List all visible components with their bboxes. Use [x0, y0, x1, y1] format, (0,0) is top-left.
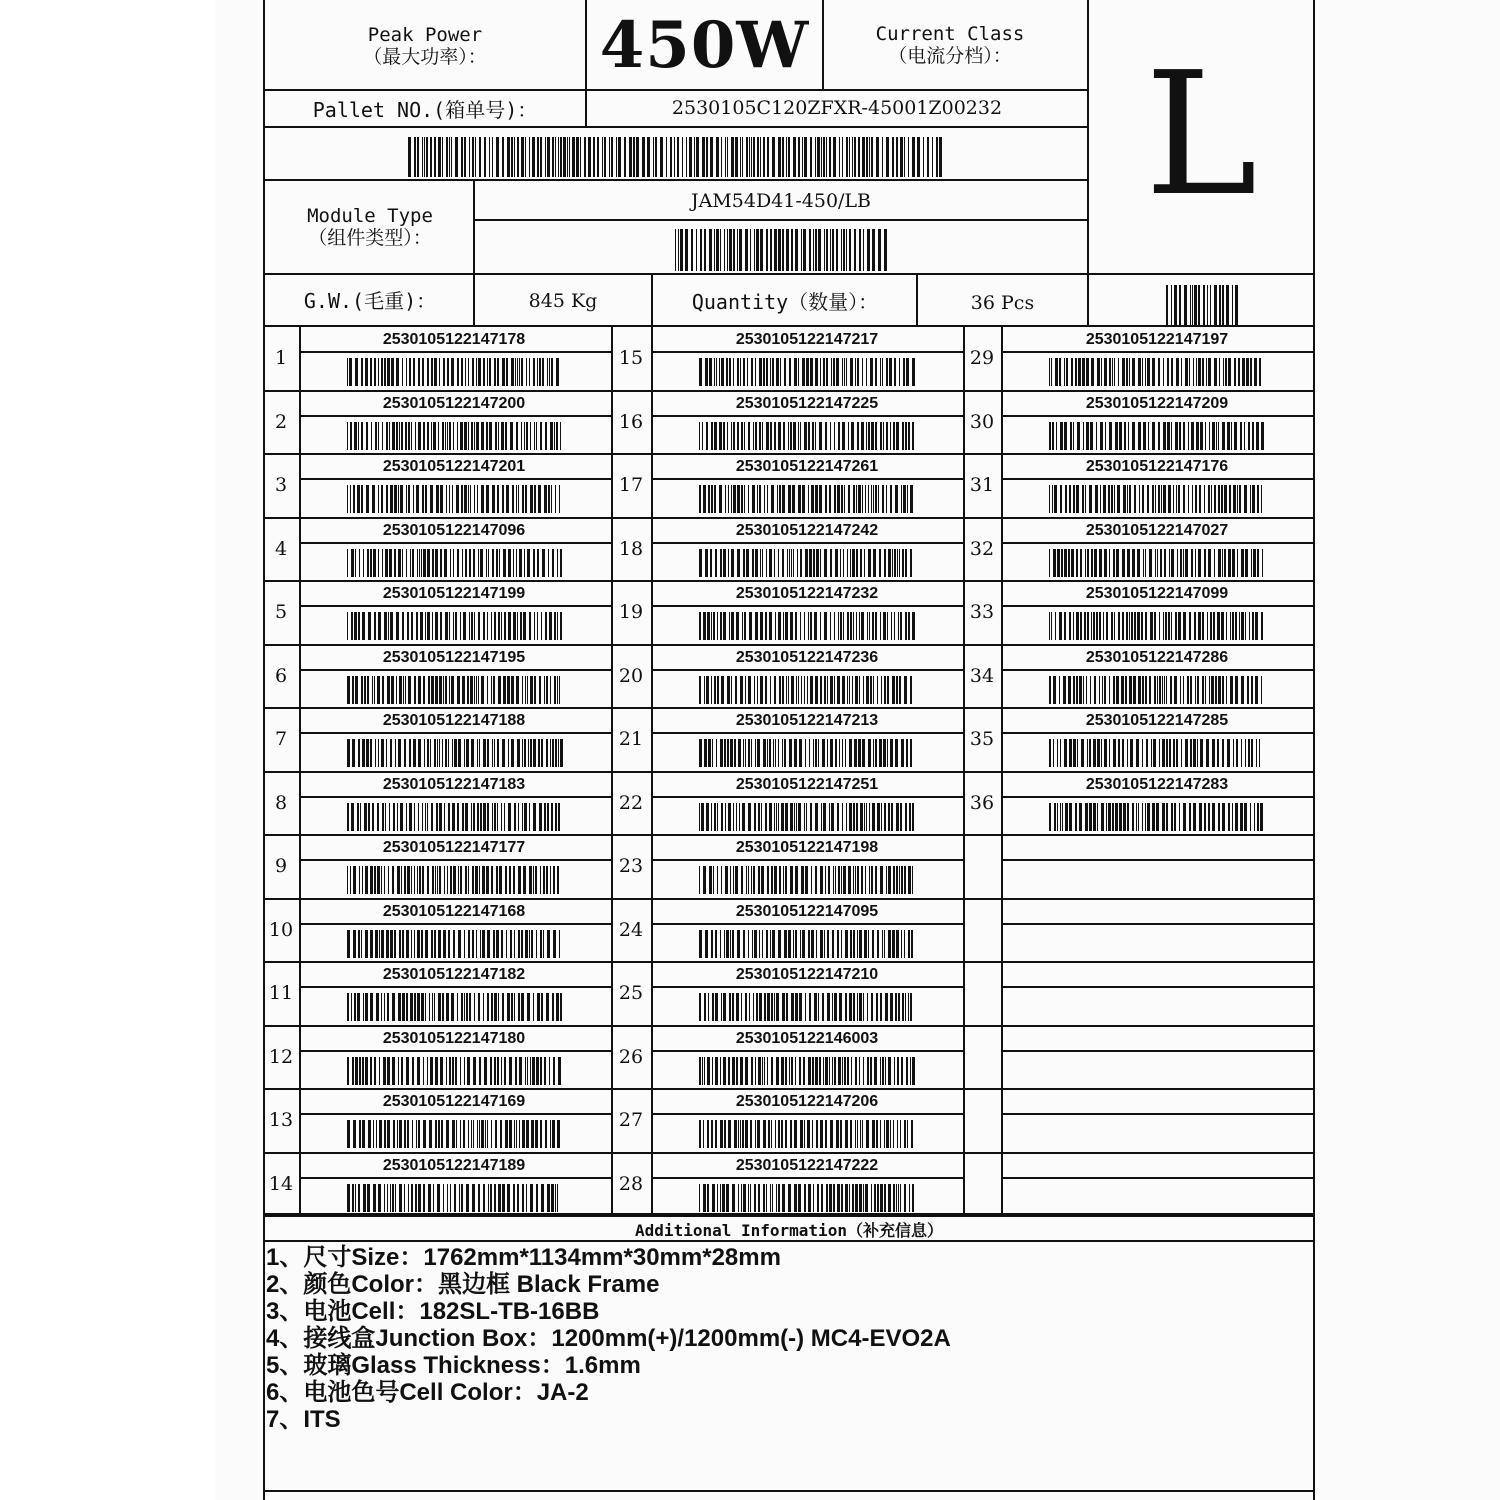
grid-line	[822, 0, 824, 90]
grid-line	[963, 1088, 1315, 1090]
module-barcode	[347, 1120, 563, 1148]
grid-line	[263, 771, 611, 773]
grid-line	[299, 986, 611, 988]
module-serial: 2530105122147188	[382, 712, 526, 729]
peak-power-label-cn: （最大功率）：	[363, 46, 487, 68]
module-serial: 2530105122147200	[382, 394, 526, 412]
module-serial: 2530105122147286	[1085, 648, 1229, 666]
grid-line	[299, 732, 611, 734]
grid-line	[963, 580, 1315, 582]
grid-line	[263, 325, 1315, 327]
grid-line	[651, 415, 965, 417]
module-serial: 2530105122147283	[1085, 775, 1229, 793]
grid-line	[963, 834, 1315, 836]
grid-line	[651, 986, 965, 988]
grid-line	[611, 453, 965, 455]
module-serial: 2530105122147201	[382, 458, 526, 475]
additional-info-list	[266, 1244, 1306, 1433]
grid-line	[651, 1113, 965, 1115]
grid-line	[299, 669, 611, 671]
module-barcode	[699, 930, 915, 958]
grid-line	[1087, 273, 1089, 327]
peak-power-value: 450W	[599, 8, 810, 83]
module-number: 19	[618, 601, 644, 623]
module-number: 28	[618, 1172, 644, 1195]
module-serial: 2530105122147209	[1085, 394, 1229, 412]
module-barcode	[1049, 358, 1265, 386]
grid-line	[299, 1113, 611, 1115]
info-line-glass: 5、玻璃Glass Thickness：1.6mm	[266, 1352, 641, 1379]
module-barcode	[699, 485, 915, 513]
grid-line	[963, 390, 1315, 392]
module-serial: 2530105122147232	[735, 585, 879, 602]
grid-line	[263, 898, 611, 900]
grid-line	[651, 923, 965, 925]
grid-line	[263, 126, 1089, 128]
module-serial: 2530105122147198	[735, 839, 879, 856]
pallet-label: Pallet NO.(箱单号)：	[312, 98, 538, 122]
module-number: 35	[969, 728, 995, 750]
grid-line	[263, 89, 1089, 91]
module-barcode	[347, 803, 563, 831]
module-serial: 2530105122147236	[735, 648, 879, 666]
module-number: 7	[274, 728, 288, 750]
info-line-its: 7、ITS	[266, 1406, 341, 1433]
module-barcode	[1049, 803, 1265, 831]
grid-line	[651, 859, 965, 861]
module-type-barcode	[675, 229, 887, 271]
module-serial: 2530105122147213	[735, 712, 879, 729]
grid-line	[611, 1088, 965, 1090]
grid-line	[263, 961, 611, 963]
grid-line	[651, 669, 965, 671]
grid-line	[473, 219, 1089, 221]
module-number: 5	[274, 601, 288, 623]
module-number: 8	[274, 791, 288, 814]
current-class-label-en: Current Class	[875, 23, 1025, 45]
module-barcode	[699, 993, 915, 1021]
pallet-number: 2530105C120ZFXR-45001Z00232	[671, 97, 1003, 119]
info-line-cell: 3、电池Cell：182SL-TB-16BB	[266, 1298, 600, 1325]
module-serial: 2530105122147261	[735, 458, 879, 475]
grid-line	[263, 390, 611, 392]
module-barcode	[347, 993, 563, 1021]
module-serial: 2530105122147177	[382, 839, 526, 856]
module-serial: 2530105122146003	[735, 1029, 879, 1047]
grid-line	[611, 961, 965, 963]
module-barcode	[699, 739, 915, 767]
grid-line	[263, 644, 611, 646]
module-number: 21	[618, 728, 644, 750]
module-number: 11	[268, 982, 294, 1004]
module-number: 6	[274, 664, 288, 687]
grid-line	[1001, 1177, 1315, 1179]
grid-line	[299, 923, 611, 925]
module-barcode	[699, 1120, 915, 1148]
grid-line	[1001, 1050, 1315, 1052]
grid-line	[963, 1152, 1315, 1154]
grid-line	[963, 898, 1315, 900]
grid-line	[651, 1050, 965, 1052]
grid-line	[611, 1215, 965, 1217]
module-number: 4	[274, 537, 288, 560]
grid-line	[263, 517, 611, 519]
module-number: 31	[969, 474, 995, 496]
module-serial: 2530105122147183	[382, 775, 526, 793]
module-number: 16	[618, 410, 644, 433]
module-barcode	[347, 930, 563, 958]
module-serial: 2530105122147195	[382, 648, 526, 666]
module-number: 20	[618, 664, 644, 687]
grid-line	[611, 707, 965, 709]
module-number: 15	[618, 347, 644, 369]
module-barcode	[347, 422, 563, 450]
grid-line	[299, 415, 611, 417]
module-barcode	[1049, 422, 1265, 450]
grid-line	[611, 644, 965, 646]
grid-line	[1001, 796, 1315, 798]
module-barcode	[347, 739, 563, 767]
grid-line	[963, 771, 1315, 773]
module-barcode	[347, 1184, 563, 1212]
frame-right-border	[1313, 0, 1315, 1500]
module-type-value: JAM54D41-450/LB	[690, 190, 872, 212]
grid-line	[1001, 1113, 1315, 1115]
grid-line	[1001, 669, 1315, 671]
module-barcode	[347, 866, 563, 894]
grid-line	[611, 580, 965, 582]
grid-line	[263, 1088, 611, 1090]
module-barcode	[1049, 549, 1265, 577]
grid-line	[299, 796, 611, 798]
grid-line	[651, 351, 965, 353]
grid-line	[611, 1025, 965, 1027]
module-number: 29	[969, 347, 995, 369]
grid-line	[299, 542, 611, 544]
module-number: 30	[969, 410, 995, 433]
quantity-barcode	[1166, 285, 1238, 325]
module-number: 1	[274, 347, 288, 369]
module-number: 34	[969, 664, 995, 687]
module-serial: 2530105122147096	[382, 521, 526, 539]
module-number: 36	[969, 791, 995, 814]
module-number: 14	[268, 1172, 294, 1195]
pallet-barcode	[408, 137, 946, 177]
grid-line	[263, 1152, 611, 1154]
module-number: 22	[618, 791, 644, 814]
grid-line	[263, 1213, 1315, 1215]
module-number: 32	[969, 537, 995, 560]
module-barcode	[699, 549, 915, 577]
module-serial: 2530105122147222	[735, 1156, 879, 1174]
grid-line	[651, 542, 965, 544]
grid-line	[263, 1025, 611, 1027]
grid-line	[651, 1177, 965, 1179]
grid-line	[611, 390, 965, 392]
quantity-label: Quantity（数量）：	[691, 290, 879, 314]
module-barcode	[1049, 612, 1265, 640]
module-number: 13	[268, 1109, 294, 1131]
grid-line	[299, 1177, 611, 1179]
grid-line	[963, 1025, 1315, 1027]
module-number: 33	[969, 601, 995, 623]
grid-line	[263, 453, 611, 455]
grid-line	[963, 1215, 1315, 1217]
module-barcode	[699, 358, 915, 386]
current-class-value: L	[1144, 36, 1258, 234]
module-number: 26	[618, 1045, 644, 1068]
grid-line	[299, 1050, 611, 1052]
module-number: 2	[274, 410, 288, 433]
grid-line	[1001, 415, 1315, 417]
grid-line	[1001, 351, 1315, 353]
module-serial: 2530105122147027	[1085, 521, 1229, 539]
quantity-value: 36 Pcs	[970, 292, 1035, 314]
grid-line	[1001, 542, 1315, 544]
grid-line	[1001, 986, 1315, 988]
info-line-cell-color: 6、电池色号Cell Color：JA-2	[266, 1379, 589, 1406]
module-number: 24	[618, 918, 644, 941]
current-class-label-cn: （电流分档）：	[888, 45, 1012, 67]
info-line-junction-box: 4、接线盒Junction Box：1200mm(+)/1200mm(-) MC4-EVO2A	[266, 1325, 951, 1352]
module-barcode	[347, 549, 563, 577]
frame-left-border	[263, 0, 265, 1500]
module-serial: 2530105122147182	[382, 966, 526, 983]
module-barcode	[347, 612, 563, 640]
grid-line	[611, 771, 965, 773]
grid-line	[1001, 732, 1315, 734]
grid-line	[263, 179, 1089, 181]
module-serial: 2530105122147176	[1085, 458, 1229, 475]
grid-line	[651, 273, 653, 327]
module-barcode	[699, 1184, 915, 1212]
grid-line	[263, 273, 1315, 275]
module-barcode	[1049, 485, 1265, 513]
module-serial: 2530105122147225	[735, 394, 879, 412]
module-serial: 2530105122147168	[382, 902, 526, 920]
grid-line	[1001, 923, 1315, 925]
module-number: 25	[618, 982, 644, 1004]
module-serial: 2530105122147242	[735, 521, 879, 539]
grid-line	[299, 351, 611, 353]
additional-info-title: Additional Information（补充信息）	[635, 1221, 943, 1240]
module-barcode	[699, 1057, 915, 1085]
module-barcode	[699, 803, 915, 831]
module-number: 23	[618, 855, 644, 877]
module-serial: 2530105122147217	[735, 331, 879, 348]
grid-line	[299, 605, 611, 607]
module-serial: 2530105122147206	[735, 1093, 879, 1110]
grid-line	[651, 605, 965, 607]
grid-line	[611, 517, 965, 519]
module-number: 12	[268, 1045, 294, 1068]
grid-line	[1001, 478, 1315, 480]
module-serial: 2530105122147180	[382, 1029, 526, 1047]
module-barcode	[347, 676, 563, 704]
module-barcode	[347, 1057, 563, 1085]
module-type-label-en: Module Type	[307, 205, 433, 227]
module-serial: 2530105122147251	[735, 775, 879, 793]
module-serial: 2530105122147099	[1085, 585, 1229, 602]
grid-line	[963, 517, 1315, 519]
grid-line	[611, 834, 965, 836]
module-barcode	[347, 358, 563, 386]
module-number: 17	[618, 474, 644, 496]
module-barcode	[699, 422, 915, 450]
grid-line	[651, 796, 965, 798]
module-number: 3	[274, 474, 288, 496]
grid-line	[299, 859, 611, 861]
module-barcode	[699, 866, 915, 894]
module-number: 10	[268, 918, 294, 941]
grid-line	[263, 1240, 1315, 1242]
module-number: 9	[274, 855, 288, 877]
module-serial: 2530105122147210	[735, 966, 879, 983]
info-line-color: 2、颜色Color：黑边框 Black Frame	[266, 1271, 660, 1298]
grid-line	[263, 1490, 1315, 1492]
grid-line	[1001, 859, 1315, 861]
module-serial: 2530105122147178	[382, 331, 526, 348]
grid-line	[263, 707, 611, 709]
module-serial: 2530105122147197	[1085, 331, 1229, 348]
gross-weight-label: G.W.(毛重)：	[303, 289, 437, 313]
grid-line	[1001, 605, 1315, 607]
grid-line	[963, 644, 1315, 646]
module-barcode	[699, 612, 915, 640]
grid-line	[611, 898, 965, 900]
grid-line	[963, 453, 1315, 455]
grid-line	[651, 478, 965, 480]
module-type-label-cn: （组件类型）：	[308, 227, 432, 249]
module-barcode	[1049, 676, 1265, 704]
grid-line	[611, 1152, 965, 1154]
grid-line	[299, 478, 611, 480]
grid-line	[263, 834, 611, 836]
module-serial: 2530105122147285	[1085, 712, 1229, 729]
gross-weight-value: 845 Kg	[528, 290, 598, 312]
module-number: 18	[618, 537, 644, 560]
module-serial: 2530105122147189	[382, 1156, 526, 1174]
grid-line	[263, 1215, 611, 1217]
grid-line	[963, 961, 1315, 963]
module-barcode	[699, 676, 915, 704]
module-barcode	[1049, 739, 1265, 767]
module-barcode	[347, 485, 563, 513]
peak-power-label-en: Peak Power	[367, 24, 483, 46]
info-line-size: 1、尺寸Size：1762mm*1134mm*30mm*28mm	[266, 1244, 781, 1271]
module-number: 27	[618, 1109, 644, 1131]
module-serial: 2530105122147095	[735, 902, 879, 920]
grid-line	[963, 707, 1315, 709]
module-serial: 2530105122147199	[382, 585, 526, 602]
module-serial: 2530105122147169	[382, 1093, 526, 1110]
grid-line	[263, 580, 611, 582]
grid-line	[651, 732, 965, 734]
